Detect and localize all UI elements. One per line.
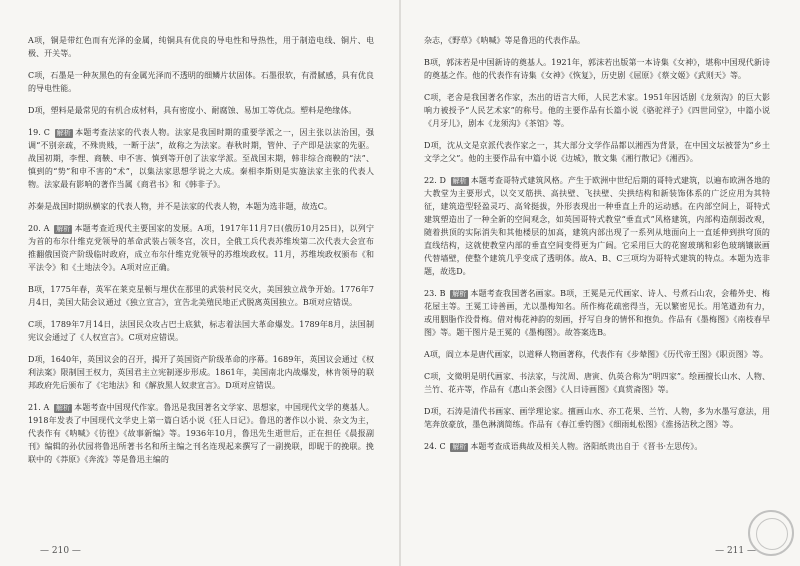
analysis-label: 解析 (452, 177, 467, 185)
analysis-label: 解析 (56, 225, 71, 233)
right-page-body (424, 34, 770, 453)
left-paragraph: B项，1775年春，英军在莱克星顿与埋伏在那里的武装村民交火，美国独立战争开始。1776年7月4日，美国大陆会议通过《独立宣言》，宣告北美殖民地正式脱离英国独立。B项对应错误。 (28, 285, 374, 307)
watermark-seal-icon (748, 510, 794, 556)
right-paragraph: A项，阎立本是唐代画家，以道释人物画著称，代表作有《步辇图》《历代帝王图》《职贡图》等。 (424, 350, 768, 359)
right-paragraph: 24. C 解析 本题考查成语典故及相关人物。洛阳纸贵出自于《晋书·左思传》。 (424, 442, 703, 451)
right-paragraph: B项，郭沫若是中国新诗的奠基人。1921年，郭沫若出版第一本诗集《女神》，堪称中国现代新诗的奠基之作。他的代表作有诗集《女神》《恢复》，历史剧《屈原》《蔡文姬》《武则天》等。 (424, 58, 770, 80)
left-page-body (28, 34, 374, 466)
analysis-label: 解析 (452, 290, 467, 298)
analysis-label: 解析 (56, 404, 71, 412)
right-paragraph: C项，文徵明是明代画家、书法家，与沈周、唐寅、仇英合称为“明四家”。绘画擅长山水、人物、兰竹、花卉等，作品有《惠山茶会图》《人日诗画图》《真赏斋图》等。 (424, 372, 770, 394)
right-paragraph: 23. B 解析 本题考查我国著名画家。B项，王冕是元代画家、诗人、号煮石山农，会稽外史、梅花屋主等。王冕工诗善画，尤以墨梅知名。所作梅花疏密得当，无以繁密见长。用笔遒劲有力，或用胭脂作没骨梅。借对梅花神韵的刻画，抒写自身的情怀和抱负。作品有《墨梅图》《南枝春早图》等。题干图片是王冕的《墨梅图》。故答案选B。 (424, 289, 770, 337)
right-paragraph: D项，石涛是清代书画家、画学理论家。擅画山水、亦工花果、兰竹、人物，多为水墨写意法，用笔奔放豪放，墨色淋漓简练。作品有《春江垂钓图》《细雨虬松图》《淮扬洁秋之图》等。 (424, 407, 770, 429)
left-paragraph: 21. A 解析 本题考查中国现代作家。鲁迅是我国著名文学家、思想家，中国现代文学的奠基人。1918年发表了中国现代文学史上第一篇白话小说《狂人日记》。鲁迅的著作以小说、杂文为主，代表作有《呐喊》《彷徨》《故事新编》等。1936年10月，鲁迅先生逝世后，正在担任《晨报副刊》编辑的孙伏园将鲁迅所著书名和所主编之刊名连现起来撰写了一副挽联，即昵于的挽联。挽联中的《莽原》《奔流》等是鲁迅主编的 (28, 403, 374, 464)
analysis-label: 解析 (56, 129, 71, 137)
left-paragraph: D项，塑料是最常见的有机合成材料，具有密度小、耐腐蚀、易加工等优点。塑料是绝缘体。 (28, 106, 357, 115)
page-number-right: — 211 — (715, 546, 756, 556)
left-paragraph: A项，铜是带红色而有光泽的金属，纯铜具有优良的导电性和导热性，用于制造电线、铜片、电极、开关等。 (28, 36, 374, 58)
right-page (400, 0, 800, 566)
page-number-left: — 210 — (40, 546, 81, 556)
analysis-label: 解析 (452, 443, 467, 451)
right-paragraph: 22. D 解析 本题考查哥特式建筑风格。产生于欧洲中世纪后期的哥特式建筑，以遍布欧洲各地的大教堂为主要形式，以交叉筋拱、高扶壁、飞扶壁、尖拱结构和新装饰体系的广泛应用为其特征，建筑造型轻盈灵巧、高耸挺拔，外形表现出一种垂直上升的运动感。在内部空间上，哥特式建筑塑造出了一种全新的空间观念，如英国哥特式教堂“垂直式”风格建筑，内部构造削弱改观，随着拱顶的实际消失和其他楼层的加高，建筑内部出现了一系列从地面向上一直延伸到拱穹顶的直线结构，这就使教堂内部的垂直空间变得更为广阔。它采用巨大的花窗玻璃和彩色玻璃镶嵌画代替墙壁，使整个建筑几乎变成了透明体。故A、B、C三项均为哥特式建筑的特点。本题为选非题，故选D。 (424, 176, 770, 276)
left-paragraph: D项，1640年，英国议会的召开，揭开了英国资产阶级革命的序幕。1689年，英国议会通过《权利法案》限制国王权力，英国君主立宪制逐步形成。1861年，美国南北内战爆发，林肯领导的联邦政府先后颁布了《宅地法》和《解放黑人奴隶宣言》。D项对应错误。 (28, 355, 374, 390)
left-paragraph: 20. A 解析 本题考查近现代主要国家的发展。A项，1917年11月7日(俄历10月25日)，以列宁为首的布尔什维克党领导的革命武装占领冬宫，次日，全俄工兵代表苏维埃第二次代表大会宣布推翻俄国资产阶级临时政府，成立布尔什维克党领导的苏维埃政权。11月，苏维埃政权颁布《和平法令》和《土地法令》。A项对应正确。 (28, 224, 374, 272)
left-paragraph: 19. C 解析 本题考查法家的代表人物。法家是我国时期的重要学派之一，因主张以法治国，强调“不别亲疏，不殊贵贱，一断于法”，故称之为法家。春秋时期，管仲、子产即是法家的先驱。战国初期，李悝、商鞅、申不害、慎到等开创了法家学派。至战国末期，韩非综合商鞅的“法”、慎到的“势”和申不害的“术”，以集法家思想学说之大成。秦相李斯则是实施法家主张的代表人物。法家最有影响的著作当属《商君书》和《韩非子》。 (28, 128, 374, 189)
left-paragraph: C项，石墨是一种灰黑色的有金属光泽而不透明的细鳞片状固体。石墨很软，有滑腻感，具有优良的导电性能。 (28, 71, 374, 93)
right-paragraph: C项，老舍是我国著名作家，杰出的语言大师，人民艺术家。1951年因话剧《龙须沟》的巨大影响力被授予“人民艺术家”的称号。他的主要作品有长篇小说《骆驼祥子》《四世同堂》，中篇小说《月牙儿》，剧本《龙须沟》《茶馆》等。 (424, 93, 770, 128)
watermark-seal-inner-ring (756, 518, 788, 550)
right-paragraph: 杂志，《野草》《呐喊》等是鲁迅的代表作品。 (424, 36, 586, 45)
left-paragraph: C项，1789年7月14日，法国民众攻占巴士底狱，标志着法国大革命爆发。1789年8月，法国制宪议会通过了《人权宣言》。C项对应错误。 (28, 320, 374, 342)
right-paragraph: D项，沈从文是京派代表作家之一，其大部分文学作品都以湘西为背景，在中国文坛被誉为“乡土文学之父”。他的主要作品有中篇小说《边城》，散文集《湘行散记》《湘西》。 (424, 141, 770, 163)
left-paragraph: 苏秦是战国时期纵横家的代表人物，并不是法家的代表人物，本题为选非题，故选C。 (28, 202, 333, 211)
